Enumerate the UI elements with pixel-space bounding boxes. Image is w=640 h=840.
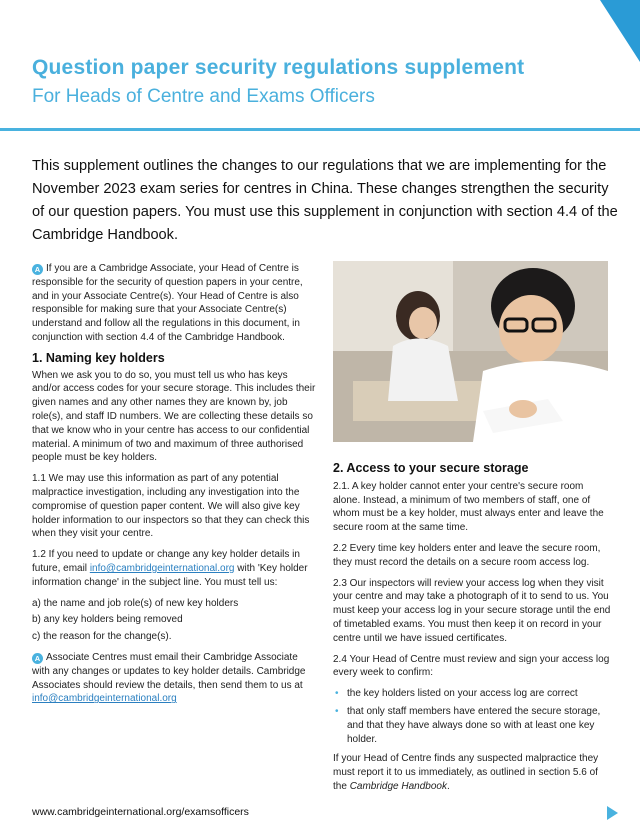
page-title: Question paper security regulations supplement <box>32 56 525 79</box>
bullet-icon: • <box>335 688 339 700</box>
section-2-heading: 2. Access to your secure storage <box>333 461 529 475</box>
list-item: • the key holders listed on your access log are correct <box>335 688 578 700</box>
intro-paragraph: This supplement outlines the changes to our regulations that we are implementing for the November 2023 exam series for centres in China. These changes strengthen the security of our question papers. You must use this supplement in conjunction with section 4.4 of the Cambridge Handbook. <box>32 158 618 243</box>
email-link[interactable]: info@cambridgeinternational.org <box>32 693 177 705</box>
section-1-body: When we ask you to do so, you must tell us who has keys and/or access codes for your secure storage. This includes their given names and any other names they are known by, job role(s), and staff ID numbers. We are collecting these details so that we know who in your centre has access to our confidential material. A minimum of two and maximum of three authorised people must be key holders. <box>32 369 316 464</box>
page-header <box>32 56 592 108</box>
right-column <box>333 462 611 801</box>
paragraph-1-2: 1.2 If you need to update or change any key holder details in future, email info@cambridgeinternational.org with 'Key holder information change' in the subject line. You must tell us: <box>32 549 308 588</box>
header-divider <box>0 128 640 131</box>
paragraph-2-4: 2.4 Your Head of Centre must review and sign your access log every week to confirm: <box>333 653 610 679</box>
students-photo <box>333 261 608 442</box>
page-subtitle: For Heads of Centre and Exams Officers <box>32 86 375 107</box>
paragraph-2-3: 2.3 Our inspectors will review your access log when they visit your centre and may take a photograph of it to send to us. You must keep your access log in your secure storage until the end of timetabled exams. You must then keep it on record in your centre until we have issued certificates. <box>333 577 611 644</box>
left-column <box>32 262 318 713</box>
list-item: c) the reason for the change(s). <box>32 631 172 643</box>
bullet-icon: • <box>335 705 339 717</box>
list-item: • that only staff members have entered the secure storage, and that they have always done so with at least one key holder. <box>335 705 601 745</box>
email-link[interactable]: info@cambridgeinternational.org <box>89 562 235 574</box>
paragraph-2-2: 2.2 Every time key holders enter and leave the secure room, they must record the details on a secure room access log. <box>333 542 601 568</box>
footer-url[interactable]: www.cambridgeinternational.org/examsofficers <box>32 806 249 818</box>
next-page-arrow-icon[interactable] <box>607 806 618 820</box>
associate-note-2: A Associate Centres must email their Cambridge Associate with any changes or updates to key holder details. Cambridge Associates should review the details, then send them to us at info@cambridgeinternational.org <box>32 651 306 705</box>
section-1-heading: 1. Naming key holders <box>32 350 165 365</box>
associate-badge-icon: A <box>32 653 43 664</box>
students-illustration <box>333 261 608 442</box>
paragraph-1-1: 1.1 We may use this information as part of any potential malpractice investigation, including any investigation into the compromise of question paper content. We will also give key holder information to our inspectors so that they can check this when they visit your centre. <box>32 473 310 540</box>
corner-decoration <box>600 0 640 62</box>
associate-note: A If you are a Cambridge Associate, your Head of Centre is responsible for the security of question papers in your centre, and in your Associate Centre(s). Your Head of Centre is also responsible for making sure that your Associate Centre(s) understand and follow all the regulations in this document, in conjunction with section 4.4 of the Cambridge Handbook. <box>32 263 303 343</box>
associate-badge-icon: A <box>32 264 43 275</box>
list-item: b) any key holders being removed <box>32 614 183 626</box>
list-item: a) the name and job role(s) of new key holders <box>32 597 239 609</box>
closing-paragraph: If your Head of Centre finds any suspected malpractice they must report it to us immediately, as outlined in section 5.6 of the Cambridge Handbook. <box>333 753 599 792</box>
paragraph-2-1: 2.1. A key holder cannot enter your centre's secure room alone. Instead, a minimum of two members of staff, one of whom must be a key holder, must always enter and leave the secure room at the same time. <box>333 480 604 534</box>
